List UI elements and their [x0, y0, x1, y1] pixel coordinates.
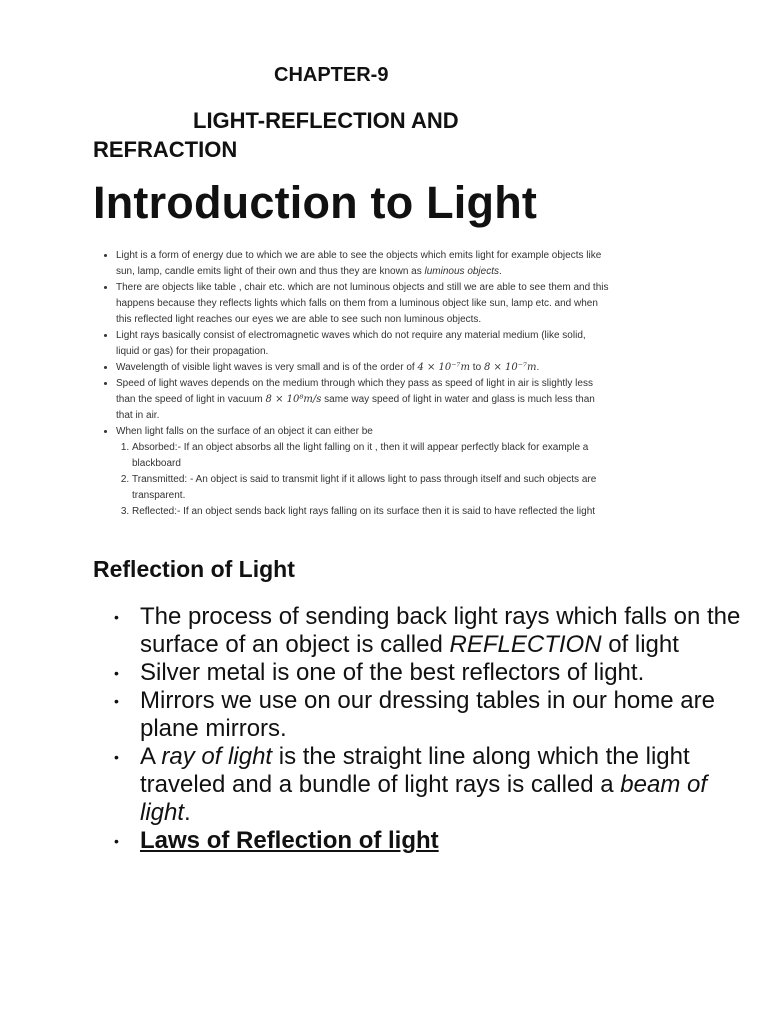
bullet-icon: • [114, 665, 119, 681]
intro-bullet [116, 328, 610, 360]
math-expression: 4 × 10⁻⁷m [417, 362, 471, 373]
reflection-item [114, 603, 750, 659]
reflection-item [114, 743, 750, 827]
intro-bullet [116, 376, 610, 424]
laws-of-reflection-link[interactable]: Laws of Reflection of light [140, 827, 439, 854]
reflection-item [114, 827, 750, 855]
reflection-text: is the straight line along which the light traveled and a bundle of light rays is called a [140, 743, 690, 798]
reflection-list [110, 603, 750, 855]
intro-text: . [499, 266, 502, 277]
numbered-item: 1. Absorbed:- If an object absorbs all the light falling on it , then it will appear perfectly black for example a blackboard [132, 440, 610, 472]
math-expression: 8 × 10⁸m/s [265, 394, 322, 405]
reflection-text: of light [601, 631, 679, 658]
reflection-text: Mirrors we use on our dressing tables in our home are plane mirrors. [140, 687, 715, 742]
intro-bullet [116, 360, 610, 376]
reflection-text: The process of sending back light rays which falls on the surface of an object is called [140, 603, 741, 658]
reflection-text: Silver metal is one of the best reflectors of light. [140, 659, 645, 686]
numbered-item: 3. Reflected:- If an object sends back light rays falling on its surface then it is said to have reflected the light [132, 504, 610, 520]
bullet-icon: • [114, 749, 119, 765]
math-expression: 8 × 10⁻⁷m [483, 362, 537, 373]
chapter-heading: CHAPTER-9 [274, 64, 389, 86]
reflection-item [114, 659, 750, 687]
reflection-emphasis: beam of light [140, 771, 708, 826]
reflection-emphasis: ray of light [161, 743, 273, 770]
intro-text: Speed of light waves depends on the medium through which they pass as speed of light in air is slightly less than the speed of light in vacuum [116, 378, 593, 405]
intro-text: Wavelength of visible light waves is very small and is of the order of [116, 362, 418, 373]
numbered-item: 2. Transmitted: - An object is said to transmit light if it allows light to pass through itself and such objects are transparent. [132, 472, 610, 504]
reflection-title: Reflection of Light [93, 556, 295, 582]
intro-notes [100, 248, 610, 520]
reflection-item [114, 687, 750, 743]
intro-text: There are objects like table , chair etc. which are not luminous objects and still we are able to see them and this happens because they reflects lights which falls on them from a luminous object like sun, lamp etc. and when this reflected light reaches our eyes we are able to see such non luminous objects. [116, 282, 609, 325]
intro-text: . [536, 362, 540, 373]
intro-text: Light is a form of energy due to which we are able to see the objects which emits light for example objects like sun, lamp, candle emits light of their own and thus they are known as [116, 250, 602, 277]
intro-text: Light rays basically consist of electromagnetic waves which do not require any material medium (like solid, liquid or gas) for their propagation. [116, 330, 586, 357]
intro-text: When light falls on the surface of an object it can either be [116, 426, 373, 437]
intro-bullet [116, 280, 610, 328]
reflection-emphasis: REFLECTION [449, 631, 602, 658]
intro-numbered-list [116, 440, 610, 520]
chapter-title-line1: LIGHT-REFLECTION AND [193, 108, 459, 133]
reflection-text: A [140, 743, 162, 770]
chapter-title-line2: REFRACTION [93, 137, 238, 162]
bullet-icon: • [114, 609, 119, 625]
intro-text: same way speed of light in water and glass is much less than that in air. [116, 394, 595, 421]
intro-emphasis: luminous objects [424, 266, 499, 277]
intro-bullet [116, 248, 610, 280]
intro-title: Introduction to Light [93, 177, 538, 228]
bullet-icon: • [114, 833, 119, 849]
intro-bullet-list [100, 248, 610, 520]
intro-bullet [116, 424, 610, 520]
bullet-icon: • [114, 693, 119, 709]
reflection-text: . [184, 799, 191, 826]
intro-text: to [470, 362, 484, 373]
